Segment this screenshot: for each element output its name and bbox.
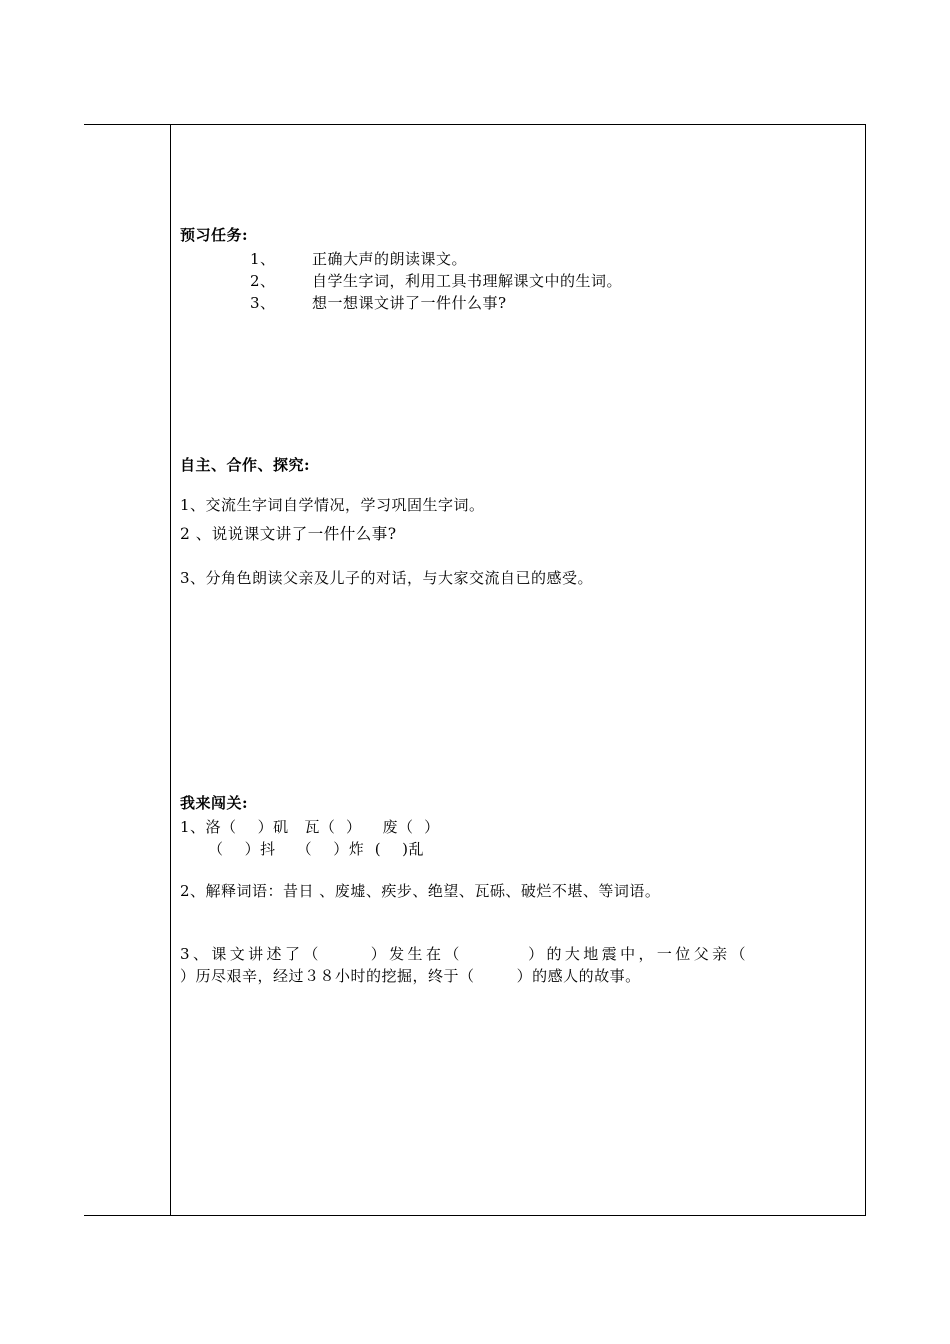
explore-item-3: 3、分角色朗读父亲及儿子的对话，与大家交流自已的感受。 — [180, 569, 594, 587]
explore-heading: 自主、合作、探究: — [180, 456, 311, 474]
explore-item-2: 2 、说说课文讲了一件什么事? — [180, 525, 397, 543]
challenge-q2: 2、解释词语：昔日 、废墟、疾步、绝望、瓦砾、破烂不堪、等词语。 — [180, 882, 661, 900]
challenge-q3-line2: ）历尽艰辛，经过３８小时的挖掘，终于（ ）的感人的故事。 — [180, 967, 641, 985]
preview-item-2-number: 2、 — [250, 272, 276, 290]
preview-item-2-text: 自学生字词，利用工具书理解课文中的生词。 — [312, 272, 623, 290]
preview-item-3-text: 想一想课文讲了一件什么事? — [312, 294, 507, 312]
explore-item-1: 1、交流生字词自学情况，学习巩固生字词。 — [180, 496, 485, 514]
preview-item-1-text: 正确大声的朗读课文。 — [312, 250, 468, 268]
preview-item-3-number: 3、 — [250, 294, 276, 312]
challenge-q1-line2: （ ）抖 （ ）炸 ( )乱 — [208, 840, 425, 858]
challenge-q3-line1: 3、课文讲述了（ ）发生在（ ）的大地震中，一位父亲（ — [180, 945, 749, 963]
preview-item-1-number: 1、 — [250, 250, 276, 268]
preview-heading: 预习任务: — [180, 226, 249, 244]
challenge-q1-line1: 1、洛（ ）矶 瓦（ ） 废（ ） — [180, 818, 440, 836]
challenge-heading: 我来闯关: — [180, 794, 249, 812]
